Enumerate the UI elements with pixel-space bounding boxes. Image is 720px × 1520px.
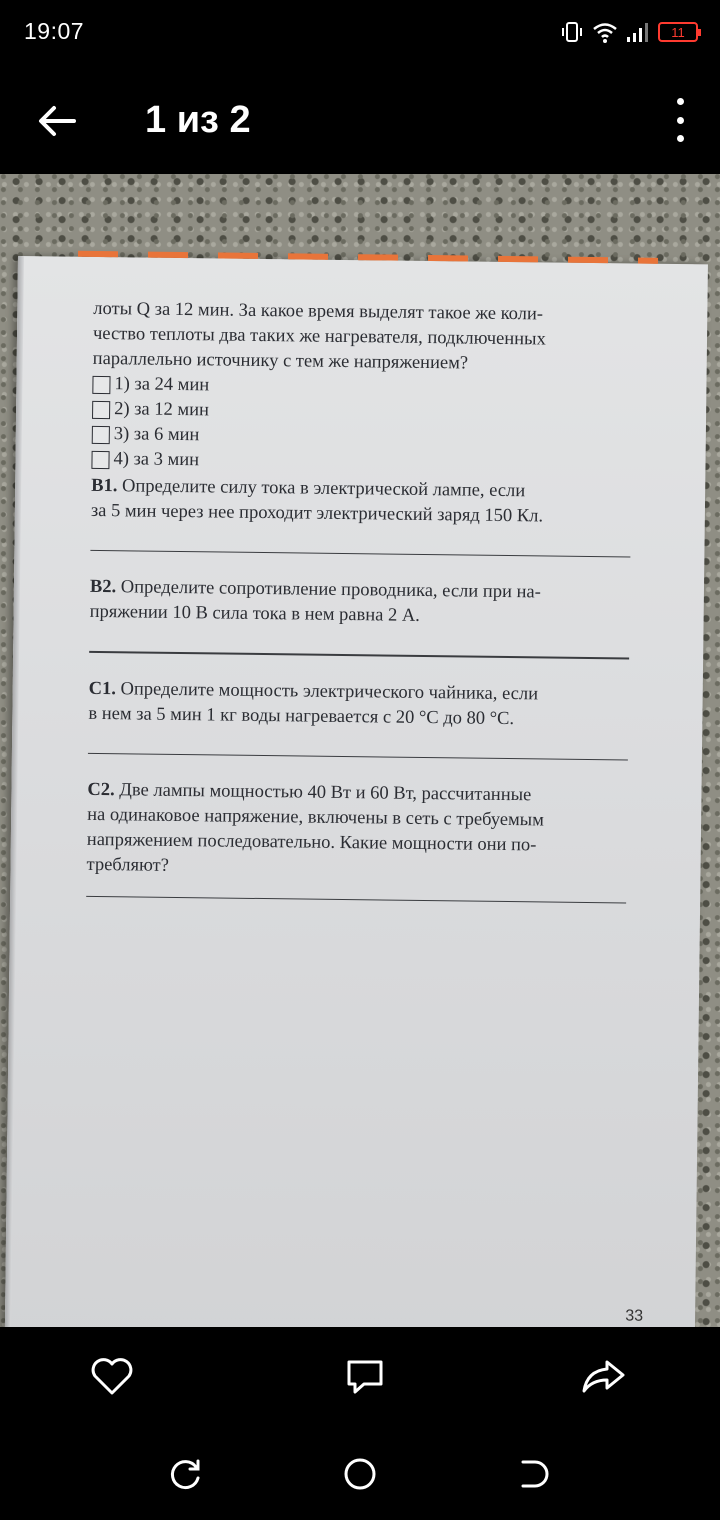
textbook-page [5,256,708,1327]
task-label: B1. [91,475,118,497]
battery-icon [658,22,698,42]
action-bar [0,1327,720,1427]
recent-apps-icon[interactable] [164,1453,206,1495]
task-b2: B2. Определите сопротивление проводника, если при на- пряжении 10 В сила тока в нем равна 2 А. [89,577,541,627]
answer-line [88,752,628,760]
answer-option: 3) за 6 мин [92,422,632,454]
page-decoration [78,251,658,264]
checkbox-icon [92,425,110,443]
home-icon[interactable] [339,1453,381,1495]
intro-line: параллельно источнику с тем же напряжением? [92,348,469,374]
comment-icon[interactable] [340,1351,390,1401]
back-arrow-icon[interactable] [30,94,84,148]
system-nav-bar [0,1427,720,1520]
status-bar [0,0,720,64]
status-icons [560,18,698,46]
page-counter-title: 1 из 2 [145,99,251,141]
answer-option: 4) за 3 мин [91,447,631,479]
answer-line [86,896,626,904]
checkbox-icon [92,375,110,393]
nav-back-icon[interactable] [513,1453,555,1495]
status-time: 19:07 [24,18,85,44]
answer-option: 2) за 12 мин [92,397,632,429]
answer-option: 1) за 24 мин [92,372,632,404]
task-label: B2. [89,577,117,598]
task-label: C2. [87,779,115,801]
task-b1: B1. Определите силу тока в электрической лампе, если за 5 мин через нее проходит электрический заряд 150 Кл. [90,475,544,527]
answer-line [90,550,630,558]
wifi-icon [592,20,618,44]
app-bar [0,64,720,174]
share-icon[interactable] [578,1351,628,1401]
vibrate-icon [560,20,584,44]
more-options-icon[interactable] [670,98,690,142]
checkbox-icon [91,450,109,468]
checkbox-icon [92,400,110,418]
battery-level: 11 [671,24,685,40]
intro-line: лоты Q за 12 мин. За какое время выделят такое же коли- [93,298,544,325]
intro-line: чество теплоты два таких же нагревателя, подключенных [92,323,546,350]
task-c2: C2. Две лампы мощностью 40 Вт и 60 Вт, рассчитанные на одинаковое напряжение, включены в сеть с требуемым напряжением последовательно. Какие мощности они по- требляют? [86,779,544,876]
page-number: 33 [625,1307,644,1325]
task-c1: C1. Определите мощность электрического чайника, если в нем за 5 мин 1 кг воды нагревается с 20 °С до 80 °С. [88,678,539,729]
answer-line [89,651,629,659]
signal-icon [626,20,650,44]
photo-viewer[interactable] [0,174,720,1327]
heart-icon[interactable] [87,1351,137,1401]
page-content [86,297,634,928]
task-label: C1. [88,678,117,699]
